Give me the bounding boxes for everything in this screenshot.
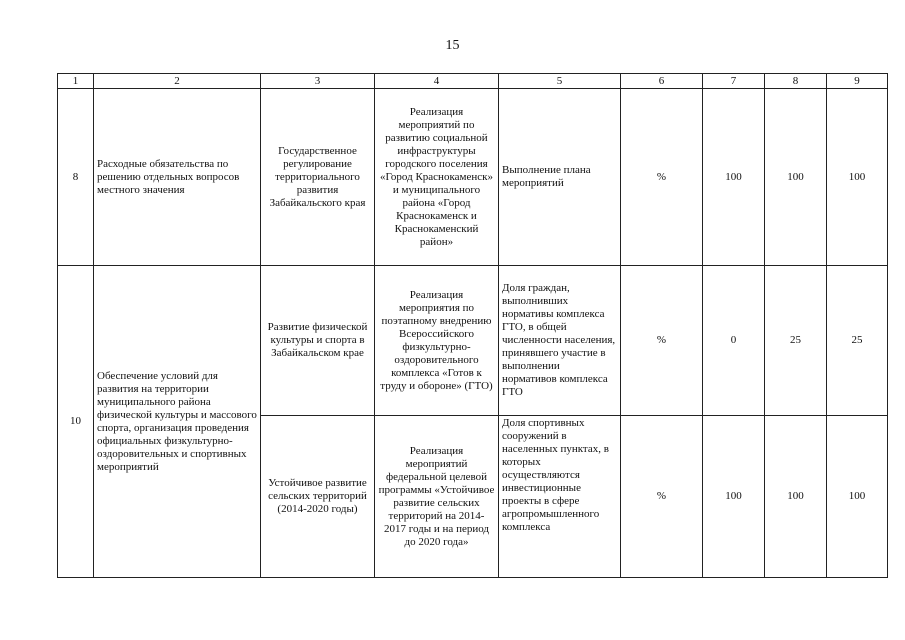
value-cell-8: 25 xyxy=(765,266,827,416)
value-cell-9: 100 xyxy=(827,89,888,266)
indicator-cell: Выполнение плана мероприятий xyxy=(499,89,621,266)
row-number: 10 xyxy=(58,266,94,578)
table-row-10-a xyxy=(58,266,888,416)
unit-cell: % xyxy=(621,89,703,266)
obligation-cell: Обеспечение условий для развития на территории муниципального района физической культуры и массового спорта, организация проведения официальных физкультурно-оздоровительных и спортивных мероприятий xyxy=(94,266,261,578)
indicators-table xyxy=(57,73,888,578)
header-cell-5: 5 xyxy=(499,74,621,89)
unit-cell: % xyxy=(621,416,703,578)
header-cell-2: 2 xyxy=(94,74,261,89)
value-cell-7: 100 xyxy=(703,89,765,266)
measure-cell: Реализация мероприятий федеральной целевой программы «Устойчивое развитие сельских территорий на 2014-2017 годы и на период до 2020 года» xyxy=(375,416,499,578)
header-cell-8: 8 xyxy=(765,74,827,89)
header-cell-7: 7 xyxy=(703,74,765,89)
row-number: 8 xyxy=(58,89,94,266)
table-row-8 xyxy=(58,89,888,266)
header-cell-9: 9 xyxy=(827,74,888,89)
header-cell-6: 6 xyxy=(621,74,703,89)
value-cell-8: 100 xyxy=(765,89,827,266)
measure-cell: Реализация мероприятия по поэтапному внедрению Всероссийского физкультурно-оздоровительного комплекса «Готов к труду и обороне» (ГТО) xyxy=(375,266,499,416)
program-cell: Государственное регулирование территориального развития Забайкальского края xyxy=(261,89,375,266)
header-cell-3: 3 xyxy=(261,74,375,89)
unit-cell: % xyxy=(621,266,703,416)
value-cell-7: 100 xyxy=(703,416,765,578)
measure-cell: Реализация мероприятий по развитию социальной инфраструктуры городского поселения «Город Краснокаменск» и муниципального района «Город Краснокаменск и Краснокаменский район» xyxy=(375,89,499,266)
program-cell: Развитие физической культуры и спорта в Забайкальском крае xyxy=(261,266,375,416)
obligation-cell: Расходные обязательства по решению отдельных вопросов местного значения xyxy=(94,89,261,266)
value-cell-9: 25 xyxy=(827,266,888,416)
value-cell-7: 0 xyxy=(703,266,765,416)
header-cell-1: 1 xyxy=(58,74,94,89)
program-cell: Устойчивое развитие сельских территорий (2014-2020 годы) xyxy=(261,416,375,578)
indicator-cell: Доля спортивных сооружений в населенных пунктах, в которых осуществляются инвестиционные проекты в сфере агропромышленного комплекса xyxy=(499,416,621,578)
header-row xyxy=(58,74,888,89)
indicator-cell: Доля граждан, выполнивших нормативы комплекса ГТО, в общей численности населения, принявшего участие в выполнении нормативов комплекса ГТО xyxy=(499,266,621,416)
value-cell-9: 100 xyxy=(827,416,888,578)
value-cell-8: 100 xyxy=(765,416,827,578)
page-number: 15 xyxy=(445,38,460,53)
header-cell-4: 4 xyxy=(375,74,499,89)
